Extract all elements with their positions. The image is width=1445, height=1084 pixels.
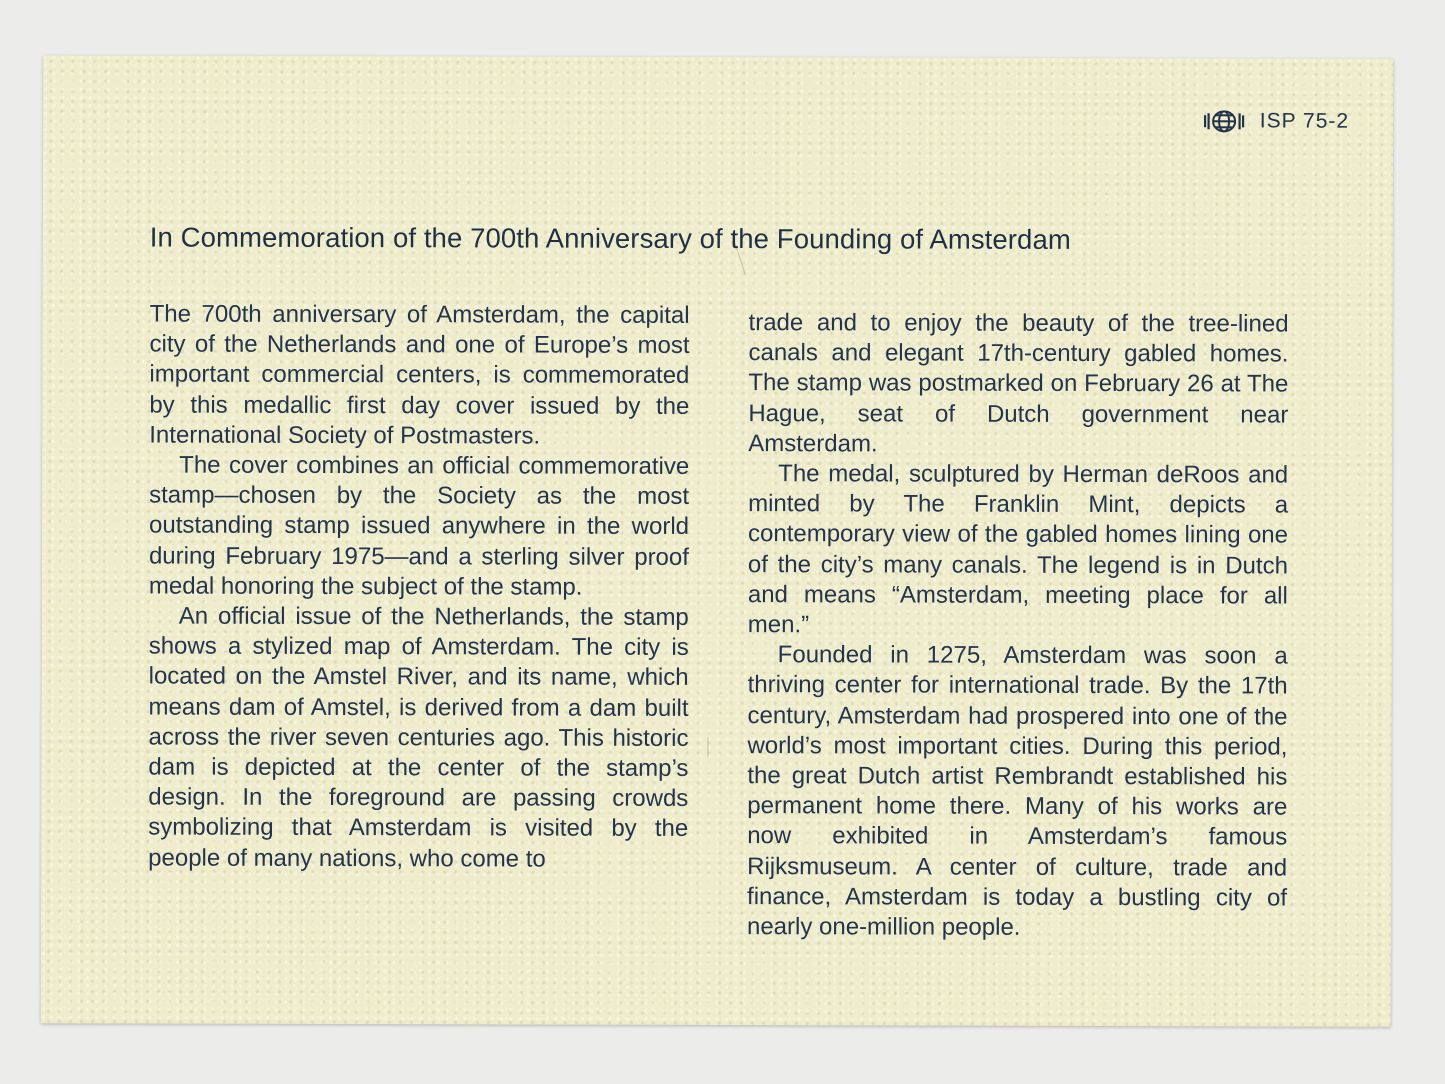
paragraph: The 700th anniversary of Amsterdam, the capital city of the Netherlands and one of Europe’s most important commercial centers, is commemorated by this medallic first day cover issued by the International Society of Postmasters.: [149, 300, 690, 450]
commemorative-card: [41, 55, 1394, 1027]
paragraph: Founded in 1275, Amsterdam was soon a thriving center for international trade. By the 17th century, Amsterdam had prospered into one of the world’s most important cities. During this period, the great Dutch artist Rembrandt established his permanent home there. Many of his works are now exhibited in Amsterdam’s famous Rijksmuseum. A center of culture, trade and finance, Amsterdam is today a bustling city of nearly one-million people.: [746, 641, 1288, 941]
card-title: In Commemoration of the 700th Anniversary of the Founding of Amsterdam: [149, 221, 1071, 255]
paper-fiber: [707, 737, 708, 757]
paragraph: The cover combines an official commemorative stamp—chosen by the Society as the most outstanding stamp issued anywhere in the world during February 1975—and a sterling silver proof medal honoring the subject of the stamp.: [148, 451, 690, 601]
paragraph: trade and to enjoy the beauty of the tree-lined canals and elegant 17th-century gabled homes. The stamp was postmarked on February 26 at The Hague, seat of Dutch government near Amsterdam.: [748, 309, 1289, 458]
issue-code-block: [1202, 108, 1349, 134]
paragraph: An official issue of the Netherlands, the stamp shows a stylized map of Amsterdam. The city is located on the Amstel River, and its name, which means dam of Amstel, is derived from a dam built across the river seven centuries ago. This historic dam is depicted at the center of the stamp’s design. In the foreground are passing crowds symbolizing that Amsterdam is visited by the people of many nations, who come to: [148, 602, 689, 873]
issue-code: ISP 75-2: [1259, 109, 1350, 133]
right-text-column: [747, 308, 1289, 944]
left-text-column: [148, 300, 690, 875]
paragraph: The medal, sculptured by Herman deRoos and minted by The Franklin Mint, depicts a contemporary view of the gabled homes lining one of the city’s many canals. The legend is in Dutch and means “Amsterdam, meeting place for all men.”: [747, 460, 1289, 639]
globe-mail-icon: [1202, 108, 1246, 134]
